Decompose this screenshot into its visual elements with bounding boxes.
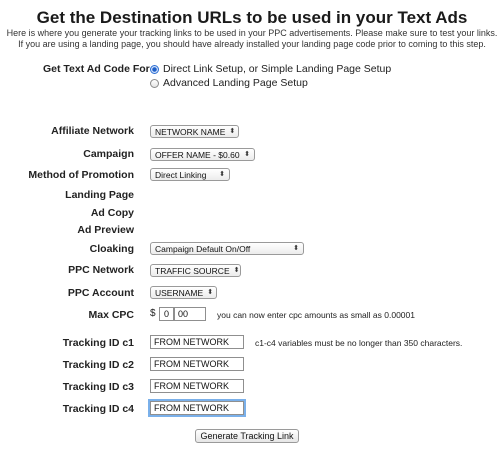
tracking-id-c3-input[interactable]: FROM NETWORK — [150, 379, 244, 393]
setup-type-label: Get Text Ad Code For — [43, 63, 150, 75]
select-arrows-icon: ⬍ — [233, 267, 240, 274]
ppc-account-value: USERNAME — [155, 287, 204, 298]
campaign-label: Campaign — [83, 148, 134, 160]
tracking-id-c1-input[interactable]: FROM NETWORK — [150, 335, 244, 349]
select-arrows-icon: ⬍ — [244, 151, 250, 158]
max-cpc-note: you can now enter cpc amounts as small as 0.00001 — [217, 310, 415, 320]
radio-button-selected[interactable] — [150, 65, 159, 74]
method-of-promotion-label: Method of Promotion — [28, 169, 134, 181]
tracking-id-c4-label: Tracking ID c4 — [62, 403, 134, 415]
affiliate-network-select[interactable] — [150, 125, 239, 138]
max-cpc-label: Max CPC — [88, 309, 134, 321]
campaign-value: OFFER NAME - $0.60 — [155, 149, 240, 160]
select-arrows-icon: ⬍ — [207, 289, 214, 296]
tracking-id-c1-label: Tracking ID c1 — [62, 337, 134, 349]
intro-text-line-2: If you are using a landing page, you should have already installed your landing page code prior to coming to this step. — [18, 39, 486, 49]
method-of-promotion-select[interactable] — [150, 168, 230, 181]
tracking-id-c4-input[interactable]: FROM NETWORK — [150, 401, 244, 415]
affiliate-network-label: Affiliate Network — [51, 125, 134, 137]
select-arrows-icon: ⬍ — [229, 128, 236, 135]
cloaking-label: Cloaking — [89, 243, 134, 255]
ppc-network-label: PPC Network — [68, 264, 134, 276]
landing-page-label: Landing Page — [65, 189, 134, 201]
method-of-promotion-value: Direct Linking — [155, 169, 207, 180]
cloaking-select[interactable] — [150, 242, 304, 255]
ad-preview-label: Ad Preview — [77, 224, 134, 236]
ppc-network-value: TRAFFIC SOURCE — [155, 265, 230, 276]
ppc-account-label: PPC Account — [67, 287, 134, 299]
max-cpc-cents-input[interactable]: 00 — [174, 307, 206, 321]
cloaking-value: Campaign Default On/Off — [155, 243, 251, 254]
ad-copy-label: Ad Copy — [90, 207, 134, 219]
radio-button-unselected[interactable] — [150, 79, 159, 88]
campaign-select[interactable] — [150, 148, 255, 161]
radio-advanced-landing-label: Advanced Landing Page Setup — [163, 77, 308, 89]
intro-text-line-1: Here is where you generate your tracking links to be used in your PPC advertisements. Please make sure to test your links. — [6, 28, 498, 38]
select-arrows-icon: ⬍ — [219, 171, 225, 178]
max-cpc-dollars-input[interactable]: 0 — [159, 307, 174, 321]
radio-direct-link-label: Direct Link Setup, or Simple Landing Page Setup — [163, 63, 392, 75]
tracking-id-c2-label: Tracking ID c2 — [62, 359, 134, 371]
ppc-network-select[interactable] — [150, 264, 241, 277]
currency-symbol: $ — [150, 308, 156, 319]
tracking-id-c2-input[interactable]: FROM NETWORK — [150, 357, 244, 371]
select-arrows-icon: ⬍ — [293, 245, 299, 252]
tracking-id-note: c1-c4 variables must be no longer than 350 characters. — [255, 338, 463, 348]
affiliate-network-value: NETWORK NAME — [155, 126, 226, 137]
tracking-id-c3-label: Tracking ID c3 — [62, 381, 134, 393]
ppc-account-select[interactable] — [150, 286, 217, 299]
generate-tracking-link-button[interactable]: Generate Tracking Link — [195, 429, 299, 443]
radio-advanced-landing[interactable] — [150, 77, 308, 89]
page-title: Get the Destination URLs to be used in your Text Ads — [36, 8, 468, 27]
radio-direct-link[interactable] — [150, 63, 391, 75]
